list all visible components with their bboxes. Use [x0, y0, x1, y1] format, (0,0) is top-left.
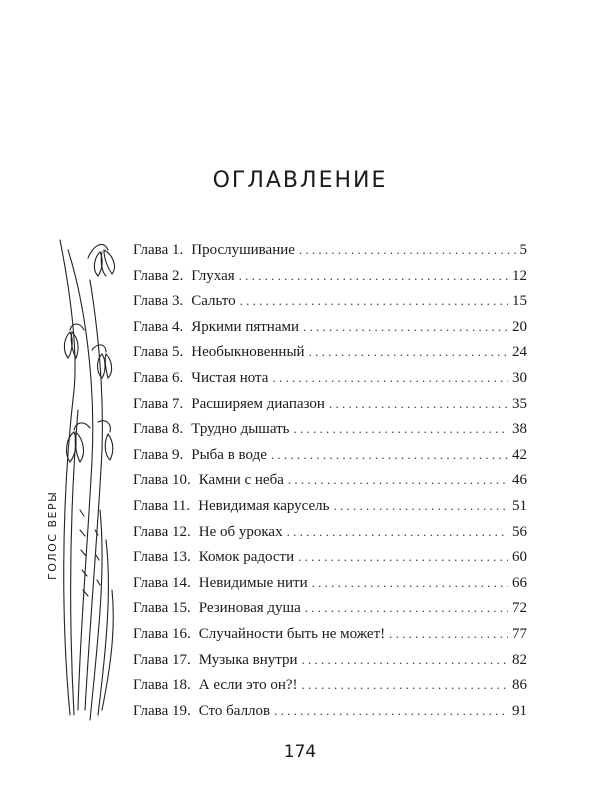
toc-page-number: 20 — [512, 318, 527, 335]
toc-page-number: 72 — [512, 600, 527, 617]
toc-page-number: 24 — [512, 344, 527, 361]
toc-leader-dots — [302, 647, 508, 673]
toc-chapter-number: Глава 19. — [133, 702, 191, 719]
toc-leader-dots — [271, 442, 508, 468]
toc-chapter-title: Глухая — [191, 267, 235, 284]
toc-entry — [133, 237, 527, 263]
toc-leader-dots — [312, 570, 508, 596]
toc-chapter-number: Глава 4. — [133, 318, 184, 335]
toc-entry — [133, 672, 527, 698]
toc-page-number: 38 — [512, 421, 527, 438]
toc-leader-dots — [309, 339, 508, 365]
toc-leader-dots — [287, 519, 508, 545]
toc-chapter-title: Невидимая карусель — [198, 497, 330, 514]
toc-entry — [133, 519, 527, 545]
toc-leader-dots — [288, 467, 508, 493]
toc-entry — [133, 493, 527, 519]
toc-entry — [133, 391, 527, 417]
toc-chapter-number: Глава 13. — [133, 549, 191, 566]
toc-chapter-title: Сальто — [191, 293, 236, 310]
toc-leader-dots — [303, 314, 508, 340]
toc-chapter-title: Музыка внутри — [198, 651, 298, 668]
toc-chapter-number: Глава 15. — [133, 600, 191, 617]
toc-leader-dots — [240, 288, 508, 314]
toc-chapter-number: Глава 11. — [133, 497, 191, 514]
toc-chapter-number: Глава 1. — [133, 242, 184, 258]
toc-entry — [133, 647, 527, 673]
toc-entry — [133, 544, 527, 570]
toc-entry — [133, 595, 527, 621]
toc-leader-dots — [298, 544, 508, 570]
book-title-side-label: ГОЛОС ВЕРЫ — [46, 490, 59, 580]
toc-chapter-title: Прослушивание — [191, 242, 295, 258]
toc-page-number: 5 — [519, 242, 527, 258]
toc-entry — [133, 339, 527, 365]
toc-leader-dots — [294, 416, 508, 442]
toc-page-number: 15 — [512, 293, 527, 310]
toc-entry — [133, 442, 527, 468]
toc-page-number: 60 — [512, 549, 527, 566]
toc-chapter-number: Глава 5. — [133, 344, 184, 361]
toc-entry — [133, 263, 527, 289]
toc-page-number: 42 — [512, 446, 527, 463]
toc-chapter-number: Глава 17. — [133, 651, 191, 668]
toc-chapter-number: Глава 2. — [133, 267, 184, 284]
toc-chapter-title: Расширяем диапазон — [191, 395, 325, 412]
toc-page-number: 12 — [512, 267, 527, 284]
toc-chapter-number: Глава 9. — [133, 446, 184, 463]
toc-chapter-title: Яркими пятнами — [191, 318, 300, 335]
toc-page-number: 30 — [512, 369, 527, 386]
toc-leader-dots — [305, 595, 508, 621]
toc-chapter-title: Трудно дышать — [191, 421, 290, 438]
toc-leader-dots — [334, 493, 509, 519]
toc-chapter-number: Глава 6. — [133, 369, 184, 386]
toc-chapter-title: Не об уроках — [198, 523, 283, 540]
toc-entry — [133, 416, 527, 442]
toc-entry — [133, 314, 527, 340]
toc-leader-dots — [302, 672, 509, 698]
toc-page-number: 35 — [512, 395, 527, 412]
toc-chapter-number: Глава 8. — [133, 421, 184, 438]
toc-leader-dots — [299, 237, 516, 263]
toc-chapter-number: Глава 14. — [133, 574, 191, 591]
toc-entry — [133, 621, 527, 647]
toc-leader-dots — [274, 698, 508, 724]
toc-page-number: 82 — [512, 651, 527, 668]
toc-chapter-title: Случайности быть не может! — [198, 625, 386, 642]
toc-entry — [133, 365, 527, 391]
toc-chapter-number: Глава 10. — [133, 472, 191, 489]
toc-chapter-title: Камни с неба — [198, 472, 284, 489]
toc-page-number: 77 — [512, 625, 527, 642]
toc-chapter-number: Глава 18. — [133, 677, 191, 694]
toc-chapter-title: Сто баллов — [198, 702, 271, 719]
toc-entry — [133, 698, 527, 724]
toc-page-number: 91 — [512, 702, 527, 719]
toc-chapter-title: Резиновая душа — [198, 600, 301, 617]
toc-leader-dots — [239, 263, 508, 289]
toc-chapter-title: Рыба в воде — [191, 446, 267, 463]
toc-chapter-title: Необыкновенный — [191, 344, 305, 361]
table-of-contents — [133, 237, 527, 723]
toc-chapter-number: Глава 7. — [133, 395, 184, 412]
toc-page-number: 86 — [512, 677, 527, 694]
toc-leader-dots — [272, 365, 508, 391]
toc-chapter-title: Невидимые нити — [198, 574, 308, 591]
toc-chapter-title: Комок радости — [198, 549, 295, 566]
toc-page-number: 66 — [512, 574, 527, 591]
toc-chapter-title: А если это он?! — [198, 677, 298, 694]
toc-chapter-number: Глава 16. — [133, 625, 191, 642]
toc-entry — [133, 467, 527, 493]
toc-leader-dots — [329, 391, 508, 417]
toc-entry — [133, 288, 527, 314]
toc-chapter-number: Глава 12. — [133, 523, 191, 540]
toc-chapter-number: Глава 3. — [133, 293, 184, 310]
page-title: ОГЛАВЛЕНИЕ — [212, 168, 388, 193]
toc-page-number: 56 — [512, 523, 527, 540]
page-number: 174 — [283, 742, 317, 762]
toc-page-number: 51 — [512, 497, 527, 514]
toc-leader-dots — [389, 621, 508, 647]
toc-entry — [133, 570, 527, 596]
toc-chapter-title: Чистая нота — [191, 369, 269, 386]
toc-page-number: 46 — [512, 472, 527, 489]
